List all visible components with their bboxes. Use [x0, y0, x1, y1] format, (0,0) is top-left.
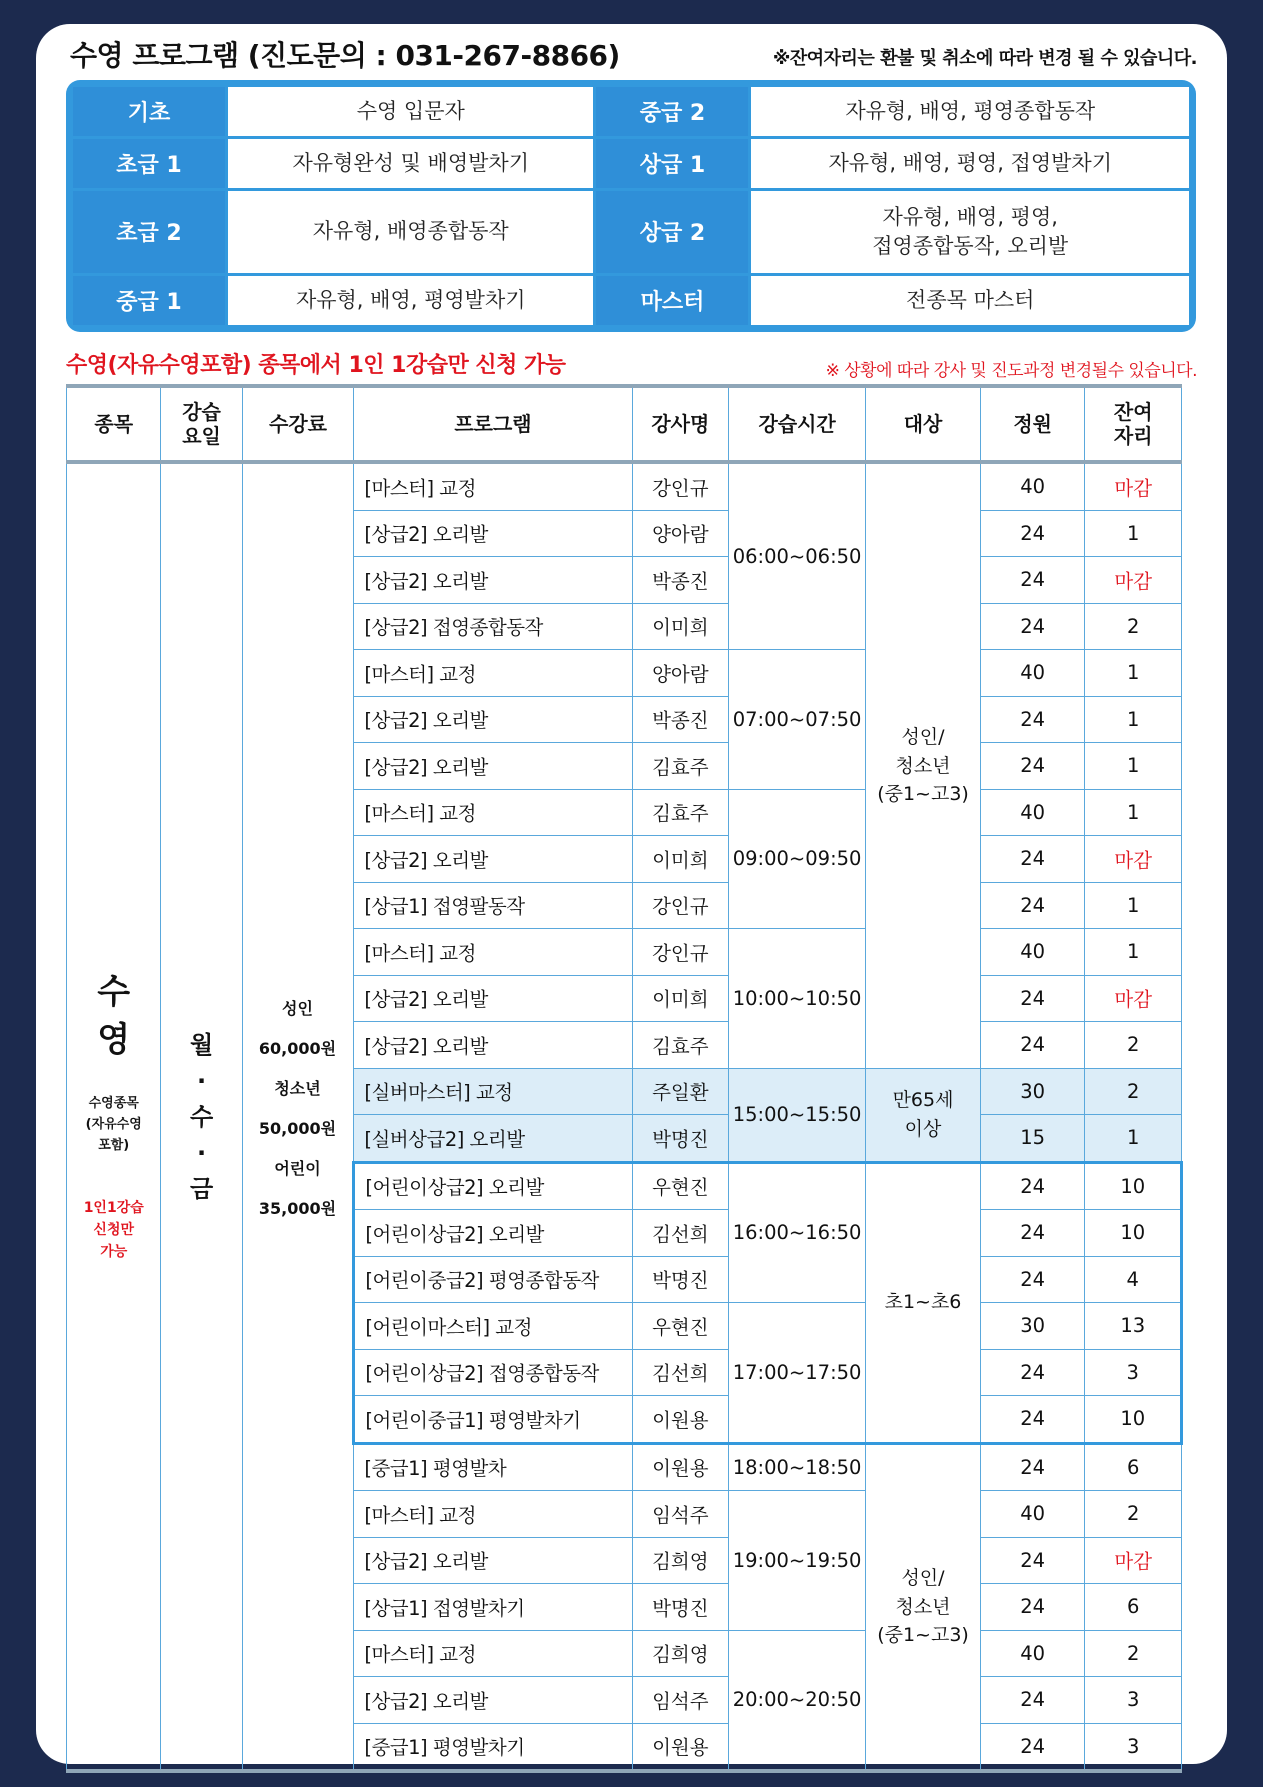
remaining-seats: 1	[1085, 696, 1182, 743]
capacity: 40	[980, 1491, 1085, 1538]
class-time: 10:00~10:50	[729, 929, 866, 1069]
program-name: [어린이중급1] 평영발차기	[354, 1396, 632, 1444]
fee-cell	[242, 462, 354, 1771]
capacity: 24	[980, 882, 1085, 929]
program-name: [마스터] 교정	[354, 789, 632, 836]
program-name: [상급2] 오리발	[354, 696, 632, 743]
capacity: 24	[980, 1210, 1085, 1257]
capacity: 24	[980, 975, 1085, 1022]
level-desc: 자유형완성 및 배영발차기	[228, 139, 593, 188]
level-name: 기초	[73, 87, 225, 136]
capacity: 24	[980, 1537, 1085, 1584]
instructor-name: 우현진	[632, 1303, 728, 1350]
instructor-name: 박명진	[632, 1256, 728, 1303]
table-row	[67, 462, 1182, 510]
target-group	[866, 1068, 981, 1162]
class-time: 07:00~07:50	[729, 650, 866, 790]
program-name: [어린이마스터] 교정	[354, 1303, 632, 1350]
fee-label: 어린이	[274, 1158, 321, 1178]
level-desc-line: 접영종합동작, 오리발	[872, 233, 1069, 258]
remaining-seats: 10	[1085, 1162, 1182, 1210]
program-name: [마스터] 교정	[354, 462, 632, 510]
program-name: [마스터] 교정	[354, 929, 632, 976]
level-desc: 자유형, 배영, 평영, 접영발차기	[751, 139, 1189, 188]
capacity: 24	[980, 696, 1085, 743]
remaining-seats: 4	[1085, 1256, 1182, 1303]
instructor-name: 김효주	[632, 789, 728, 836]
class-time: 16:00~16:50	[729, 1162, 866, 1303]
category-red-line: 1인1강습	[83, 1199, 144, 1216]
remaining-seats: 마감	[1085, 557, 1182, 604]
capacity: 24	[980, 603, 1085, 650]
remaining-seats: 1	[1085, 929, 1182, 976]
fee-item	[243, 1077, 353, 1141]
col-remain-line: 잔여	[1113, 400, 1153, 424]
program-name: [마스터] 교정	[354, 650, 632, 697]
capacity: 24	[980, 557, 1085, 604]
instructor-name: 이원용	[632, 1443, 728, 1491]
target-line: 청소년	[895, 1595, 951, 1618]
class-time: 09:00~09:50	[729, 789, 866, 929]
capacity: 15	[980, 1115, 1085, 1163]
program-name: [중급1] 평영발차기	[354, 1723, 632, 1771]
instructor-name: 김희영	[632, 1630, 728, 1677]
capacity: 30	[980, 1068, 1085, 1115]
instructor-name: 임석주	[632, 1677, 728, 1724]
day-item: 수	[189, 1102, 214, 1131]
instructor-name: 김효주	[632, 1022, 728, 1069]
capacity: 30	[980, 1303, 1085, 1350]
category-red-line: 신청만	[93, 1222, 134, 1239]
col-fee: 수강료	[242, 386, 354, 462]
program-name: [어린이상급2] 접영종합동작	[354, 1349, 632, 1396]
col-days	[161, 386, 242, 462]
target-group	[866, 1162, 981, 1443]
level-name: 상급 1	[596, 139, 748, 188]
col-remain	[1085, 386, 1182, 462]
level-desc: 자유형, 배영, 평영발차기	[228, 276, 593, 325]
instructor-name: 양아람	[632, 650, 728, 697]
capacity: 24	[980, 1162, 1085, 1210]
capacity: 24	[980, 1443, 1085, 1491]
capacity: 40	[980, 929, 1085, 976]
program-name: [상급2] 접영종합동작	[354, 603, 632, 650]
fee-list	[243, 997, 353, 1221]
capacity: 24	[980, 1723, 1085, 1771]
target-text	[866, 723, 980, 809]
program-name: [어린이상급2] 오리발	[354, 1210, 632, 1257]
category-name: 영	[97, 1019, 131, 1060]
remaining-seats: 1	[1085, 510, 1182, 557]
level-name: 초급 2	[73, 191, 225, 273]
program-name: [상급2] 오리발	[354, 557, 632, 604]
target-line: 청소년	[895, 754, 951, 777]
instructor-name: 김희영	[632, 1537, 728, 1584]
capacity: 24	[980, 1349, 1085, 1396]
level-desc	[751, 191, 1189, 273]
program-name: [상급2] 오리발	[354, 510, 632, 557]
change-notice: ※ 상황에 따라 강사 및 진도과정 변경될수 있습니다.	[825, 361, 1197, 381]
remaining-seats: 2	[1085, 1068, 1182, 1115]
class-time: 18:00~18:50	[729, 1443, 866, 1491]
program-name: [상급2] 오리발	[354, 1537, 632, 1584]
instructor-name: 박종진	[632, 557, 728, 604]
day-item: 월	[189, 1030, 214, 1059]
instructor-name: 강인규	[632, 882, 728, 929]
target-line: 성인/	[901, 1567, 945, 1589]
fee-label: 성인	[282, 998, 313, 1018]
program-name: [실버상급2] 오리발	[354, 1115, 632, 1163]
instructor-name: 강인규	[632, 929, 728, 976]
capacity: 40	[980, 1630, 1085, 1677]
class-time: 17:00~17:50	[729, 1303, 866, 1444]
day-item: ·	[196, 1138, 207, 1167]
level-name: 중급 2	[596, 87, 748, 136]
remaining-seats: 마감	[1085, 975, 1182, 1022]
capacity: 24	[980, 743, 1085, 790]
program-name: [상급2] 오리발	[354, 975, 632, 1022]
col-capacity: 정원	[980, 386, 1085, 462]
remaining-seats: 3	[1085, 1677, 1182, 1724]
col-program: 프로그램	[354, 386, 632, 462]
col-instructor: 강사명	[632, 386, 728, 462]
remaining-seats: 마감	[1085, 462, 1182, 510]
schedule-body	[67, 462, 1182, 1771]
fee-item	[243, 1157, 353, 1221]
level-desc: 수영 입문자	[228, 87, 593, 136]
days-cell	[161, 462, 242, 1771]
instructor-name: 이미희	[632, 975, 728, 1022]
capacity: 24	[980, 1022, 1085, 1069]
instructor-name: 박명진	[632, 1115, 728, 1163]
remaining-seats: 1	[1085, 743, 1182, 790]
fee-amount: 50,000원	[258, 1118, 337, 1138]
col-days-line: 요일	[182, 424, 221, 448]
remaining-seats: 3	[1085, 1723, 1182, 1771]
target-line: (중1~고3)	[877, 783, 969, 805]
capacity: 24	[980, 1584, 1085, 1631]
remaining-seats: 1	[1085, 1115, 1182, 1163]
class-time: 15:00~15:50	[729, 1068, 866, 1162]
program-name: [상급2] 오리발	[354, 836, 632, 883]
capacity: 24	[980, 836, 1085, 883]
page-title: 수영 프로그램 (진도문의 : 031-267-8866)	[70, 39, 620, 72]
target-group	[866, 462, 981, 1068]
col-days-line: 강습	[182, 400, 221, 424]
program-name: [어린이중급2] 평영종합동작	[354, 1256, 632, 1303]
remaining-seats: 2	[1085, 603, 1182, 650]
instructor-name: 주일환	[632, 1068, 728, 1115]
category-red-note	[67, 1197, 160, 1264]
instructor-name: 김효주	[632, 743, 728, 790]
level-desc-line: 자유형, 배영, 평영,	[882, 204, 1058, 229]
day-item: ·	[196, 1066, 207, 1095]
target-line: 초1~초6	[884, 1291, 962, 1314]
target-text	[866, 1288, 980, 1317]
instructor-name: 박명진	[632, 1584, 728, 1631]
category-note-line: (자유수영	[85, 1117, 142, 1133]
col-category: 종목	[67, 386, 161, 462]
instructor-name: 이미희	[632, 836, 728, 883]
remaining-seats: 1	[1085, 882, 1182, 929]
instructor-name: 박종진	[632, 696, 728, 743]
target-line: 만65세	[892, 1089, 954, 1111]
capacity: 40	[980, 462, 1085, 510]
remaining-seats: 6	[1085, 1584, 1182, 1631]
level-name: 상급 2	[596, 191, 748, 273]
capacity: 24	[980, 510, 1085, 557]
fee-amount: 60,000원	[258, 1038, 337, 1058]
target-line: (중1~고3)	[877, 1624, 969, 1646]
instructor-name: 김선희	[632, 1210, 728, 1257]
remaining-seats: 마감	[1085, 836, 1182, 883]
instructor-name: 이원용	[632, 1723, 728, 1771]
remaining-seats: 2	[1085, 1630, 1182, 1677]
target-text	[866, 1564, 980, 1650]
program-name: [상급1] 접영팔동작	[354, 882, 632, 929]
instructor-name: 강인규	[632, 462, 728, 510]
category-cell	[67, 462, 161, 1771]
capacity: 24	[980, 1677, 1085, 1724]
instructor-name: 김선희	[632, 1349, 728, 1396]
capacity: 24	[980, 1396, 1085, 1444]
remaining-seats: 1	[1085, 789, 1182, 836]
target-text	[866, 1086, 980, 1143]
program-name: [어린이상급2] 오리발	[354, 1162, 632, 1210]
target-line: 성인/	[901, 726, 945, 748]
program-name: [실버마스터] 교정	[354, 1068, 632, 1115]
program-name: [상급2] 오리발	[354, 743, 632, 790]
category-note-line: 포함)	[98, 1137, 130, 1153]
instructor-name: 우현진	[632, 1162, 728, 1210]
program-name: [상급2] 오리발	[354, 1677, 632, 1724]
fee-amount: 35,000원	[258, 1198, 337, 1218]
instructor-name: 임석주	[632, 1491, 728, 1538]
col-remain-line: 자리	[1113, 424, 1153, 448]
capacity: 24	[980, 1256, 1085, 1303]
category-name: 수	[97, 972, 131, 1013]
level-name: 초급 1	[73, 139, 225, 188]
fee-item	[243, 997, 353, 1061]
level-desc: 자유형, 배영종합동작	[228, 191, 593, 273]
remaining-seats: 3	[1085, 1349, 1182, 1396]
schedule-table	[66, 384, 1183, 1773]
table-header	[67, 386, 1182, 462]
level-name: 마스터	[596, 276, 748, 325]
program-name: [마스터] 교정	[354, 1630, 632, 1677]
category-red-line: 가능	[100, 1244, 128, 1261]
program-name: [상급1] 접영발차기	[354, 1584, 632, 1631]
remaining-seats: 2	[1085, 1022, 1182, 1069]
level-name: 중급 1	[73, 276, 225, 325]
remaining-seats: 13	[1085, 1303, 1182, 1350]
instructor-name: 이원용	[632, 1396, 728, 1444]
class-time: 19:00~19:50	[729, 1491, 866, 1631]
capacity: 40	[980, 789, 1085, 836]
category-note	[67, 1094, 160, 1156]
instructor-name: 양아람	[632, 510, 728, 557]
remaining-seats: 2	[1085, 1491, 1182, 1538]
category-note-line: 수영종목	[88, 1096, 139, 1112]
remaining-seats: 6	[1085, 1443, 1182, 1491]
col-target: 대상	[866, 386, 981, 462]
level-guide	[66, 80, 1196, 332]
program-name: [중급1] 평영발차	[354, 1443, 632, 1491]
one-class-notice: 수영(자유수영포함) 종목에서 1인 1강습만 신청 가능	[66, 353, 566, 378]
remaining-seats: 마감	[1085, 1537, 1182, 1584]
remaining-seats: 1	[1085, 650, 1182, 697]
remaining-seats: 10	[1085, 1210, 1182, 1257]
program-name: [마스터] 교정	[354, 1491, 632, 1538]
class-time: 06:00~06:50	[729, 462, 866, 650]
remaining-seats: 10	[1085, 1396, 1182, 1444]
refund-note: ※잔여자리는 환불 및 취소에 따라 변경 될 수 있습니다.	[772, 48, 1197, 69]
level-desc: 자유형, 배영, 평영종합동작	[751, 87, 1189, 136]
fee-label: 청소년	[274, 1078, 321, 1098]
col-time: 강습시간	[729, 386, 866, 462]
level-desc: 전종목 마스터	[751, 276, 1189, 325]
day-item: 금	[189, 1174, 214, 1203]
class-time: 20:00~20:50	[729, 1630, 866, 1771]
instructor-name: 이미희	[632, 603, 728, 650]
days-list	[161, 1027, 241, 1207]
capacity: 40	[980, 650, 1085, 697]
program-name: [상급2] 오리발	[354, 1022, 632, 1069]
target-group	[866, 1443, 981, 1771]
target-line: 이상	[904, 1117, 942, 1140]
